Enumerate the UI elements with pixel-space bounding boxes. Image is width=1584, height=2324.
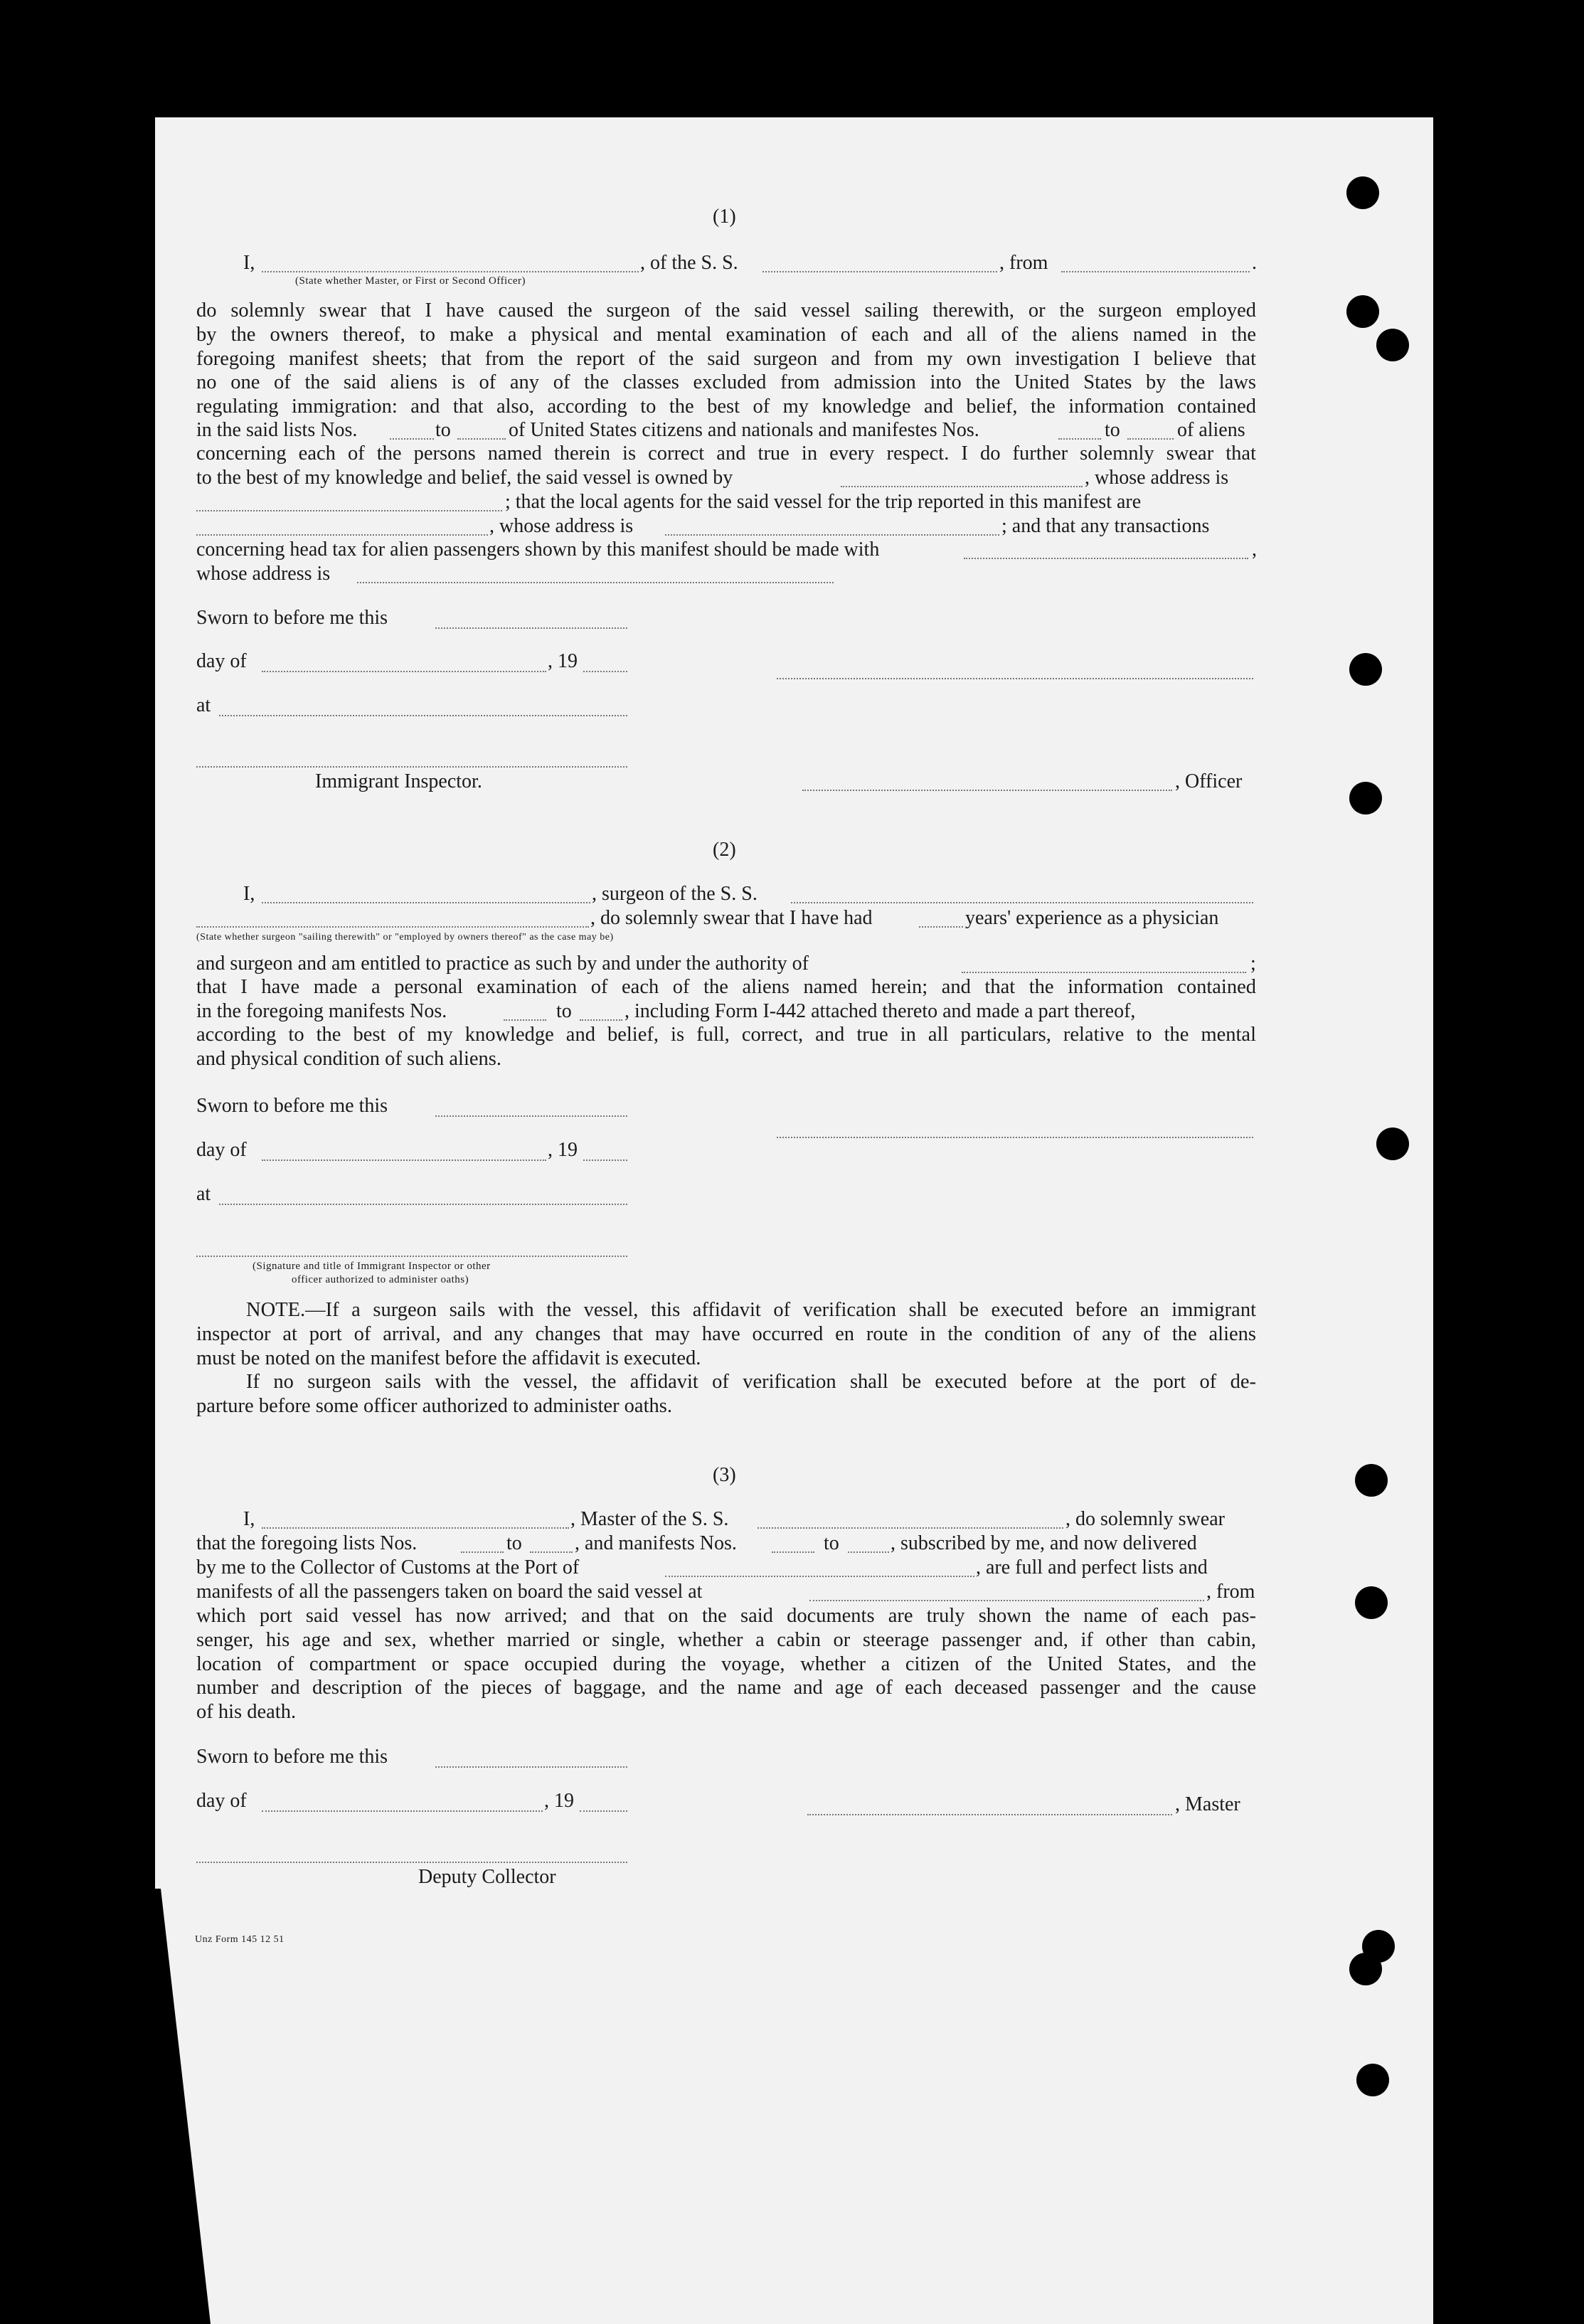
binder-hole	[1349, 653, 1382, 686]
s2-sworn-label: Sworn to before me this	[196, 1095, 388, 1117]
s1-agents-address-label: , whose address is	[489, 515, 634, 537]
s2-note-line: inspector at port of arrival, and any changes that may have occurred en route in the condition of any of the aliens	[196, 1322, 1256, 1345]
s2-experience-label: years' experience as a physician	[965, 907, 1219, 929]
s1-line: concerning each of the persons named therein is correct and true in every respect. I do further solemnly swear that	[196, 442, 1256, 465]
s2-manifests-label: in the foregoing manifests Nos.	[196, 1000, 447, 1022]
s2-year-label: , 19	[548, 1139, 578, 1161]
s1-lists-to-field[interactable]	[457, 438, 506, 440]
s1-i-label: I,	[243, 252, 255, 274]
s2-note-line: If no surgeon sails with the vessel, the affidavit of verification shall be executed before at the port of de-	[246, 1371, 1256, 1394]
s3-line: of his death.	[196, 1701, 297, 1724]
s3-lists-label: that the foregoing lists Nos.	[196, 1532, 418, 1554]
s1-aliens-label: of aliens	[1177, 419, 1245, 441]
s3-manifests-from-field[interactable]	[772, 1551, 814, 1553]
s2-form-label: , including Form I-442 attached thereto and made a part thereof,	[624, 1000, 1136, 1022]
s1-owner-address-label: , whose address is	[1085, 467, 1229, 489]
binder-hole	[1355, 1586, 1388, 1619]
s1-transactions-label: ; and that any transactions	[1001, 515, 1210, 537]
s1-inspector-label: Immigrant Inspector.	[315, 770, 482, 792]
s2-years-field[interactable]	[919, 926, 963, 928]
s1-line: do solemnly swear that I have caused the surgeon of the said vessel sailing therewith, or the surgeon employed	[196, 299, 1256, 322]
s3-swear-label: , do solemnly swear	[1065, 1508, 1225, 1530]
s2-i-label: I,	[243, 883, 255, 905]
s1-officer-caption: (State whether Master, or First or Second Officer)	[295, 275, 526, 287]
s1-from-label: , from	[999, 252, 1048, 274]
s2-day-of-label: day of	[196, 1139, 247, 1161]
s1-at-field[interactable]	[219, 715, 627, 716]
s3-deputy-signature-line[interactable]	[196, 1862, 627, 1863]
s2-surgeon-label: , surgeon of the S. S.	[592, 883, 758, 905]
s3-lists-from-field[interactable]	[461, 1551, 504, 1553]
s1-to-label: to	[435, 419, 451, 441]
s2-surgeon-caption: (State whether surgeon "sailing therewith" or "employed by owners thereof" as the case may be)	[196, 932, 614, 943]
s1-line: by the owners thereof, to make a physical and mental examination of each and all of the aliens named in the	[196, 323, 1256, 346]
s3-port-field[interactable]	[665, 1576, 974, 1577]
s1-officer-label: , Officer	[1175, 770, 1243, 792]
s1-sworn-date-field[interactable]	[435, 627, 627, 629]
s3-lists-full-label: , are full and perfect lists and	[976, 1556, 1208, 1578]
s2-month-field[interactable]	[262, 1160, 546, 1161]
binder-hole	[1376, 1127, 1409, 1160]
s1-of-ss-label: , of the S. S.	[640, 252, 738, 274]
s3-to-label: to	[506, 1532, 522, 1554]
s2-authority-field[interactable]	[962, 972, 1246, 973]
s3-manifests-label: , and manifests Nos.	[575, 1532, 737, 1554]
s1-oath-text	[196, 299, 1256, 419]
s1-whose-address-label: whose address is	[196, 563, 331, 585]
s2-manifests-to-field[interactable]	[580, 1019, 622, 1021]
form-number: Unz Form 145 12 51	[195, 1934, 285, 1945]
s2-surgeon-name-field[interactable]	[262, 902, 590, 903]
s2-line-2-wrap	[196, 975, 1256, 999]
s3-subscribed-label: , subscribed by me, and now delivered	[891, 1532, 1197, 1554]
s3-taken-label: manifests of all the passengers taken on board the said vessel at	[196, 1581, 703, 1603]
s1-officer-name-field[interactable]	[262, 271, 639, 272]
s2-manifests-from-field[interactable]	[504, 1019, 546, 1021]
s3-from-label: , from	[1206, 1581, 1255, 1603]
s2-inspector-signature-line[interactable]	[196, 1256, 627, 1257]
s1-year-label: , 19	[548, 650, 578, 672]
s1-sworn-label: Sworn to before me this	[196, 607, 388, 629]
s2-lines-wrap	[196, 1023, 1256, 1071]
s1-lists-from-field[interactable]	[390, 438, 434, 440]
binder-hole	[1355, 1464, 1388, 1497]
s1-line-7-wrap	[196, 442, 1256, 466]
section-3-number: (3)	[713, 1464, 736, 1486]
s2-authority-label: and surgeon and am entitled to practice as such by and under the authority of	[196, 953, 809, 975]
s2-authority-end: ;	[1250, 953, 1256, 975]
s1-from-end: .	[1252, 252, 1257, 274]
s3-year-field[interactable]	[580, 1810, 627, 1812]
s2-signature-line[interactable]	[777, 1137, 1253, 1138]
s2-note-line: NOTE.—If a surgeon sails with the vessel, this affidavit of verification shall be executed before an immigrant	[246, 1299, 1256, 1321]
s2-note	[196, 1298, 1256, 1418]
s3-manifests-to-field[interactable]	[848, 1551, 889, 1553]
binder-hole	[1349, 1953, 1382, 1985]
s1-signature-line[interactable]	[777, 678, 1253, 679]
s2-capacity-field[interactable]	[196, 926, 589, 928]
s1-vessel-field[interactable]	[762, 271, 997, 272]
s1-agents-field[interactable]	[196, 534, 488, 536]
section-1-number: (1)	[713, 206, 736, 228]
s1-officer-field[interactable]	[802, 790, 1172, 791]
s1-head-tax-label: concerning head tax for alien passengers shown by this manifest should be made with	[196, 538, 880, 561]
s1-line: foregoing manifest sheets; that from the report of the said surgeon and from my own investigation I believe that	[196, 347, 1256, 370]
s1-agents-label: ; that the local agents for the said vessel for the trip reported in this manifest are	[505, 491, 1142, 513]
s3-line: which port said vessel has now arrived; and that on the said documents are truly shown the name of each pas-	[196, 1605, 1256, 1627]
s3-year-label: , 19	[544, 1790, 574, 1812]
s1-citizens-label: of United States citizens and nationals and manifestes Nos.	[509, 419, 979, 441]
s3-line: location of compartment or space occupied during the voyage, whether a citizen of the United States, and the	[196, 1652, 1256, 1675]
s1-year-field[interactable]	[583, 671, 627, 672]
binder-hole	[1376, 329, 1409, 361]
binder-hole	[1349, 782, 1382, 815]
s2-sig-caption-1: (Signature and title of Immigrant Inspector or other	[253, 1261, 491, 1272]
s2-line: and physical condition of such aliens.	[196, 1047, 501, 1070]
s3-master-label: , Master	[1175, 1793, 1240, 1815]
s1-day-of-label: day of	[196, 650, 247, 672]
s1-month-field[interactable]	[262, 671, 546, 672]
s3-master-signature-field[interactable]	[807, 1814, 1172, 1815]
s1-at-label: at	[196, 694, 211, 716]
s3-master-of-label: , Master of the S. S.	[570, 1508, 729, 1530]
s3-port-label: by me to the Collector of Customs at the Port of	[196, 1556, 580, 1578]
s3-line: senger, his age and sex, whether married or single, whether a cabin or steerage passenger and, if other than cabin,	[196, 1628, 1256, 1651]
s3-oath-text	[196, 1604, 1256, 1724]
s1-to-label-2: to	[1105, 419, 1120, 441]
s3-line: number and description of the pieces of baggage, and the name and age of each deceased passenger and the cause	[196, 1677, 1256, 1699]
s3-vessel-field[interactable]	[758, 1527, 1063, 1529]
s1-head-tax-end: ,	[1252, 538, 1257, 561]
binder-hole	[1346, 176, 1379, 209]
s1-line: regulating immigration: and that also, according to the best of my knowledge and belief, the information contained	[196, 396, 1256, 418]
s1-lists-label: in the said lists Nos.	[196, 419, 358, 441]
s1-manifests-from-field[interactable]	[1058, 438, 1101, 440]
s2-line: according to the best of my knowledge and belief, is full, correct, and true in all particulars, relative to the mental	[196, 1024, 1256, 1046]
s3-master-name-field[interactable]	[262, 1527, 569, 1529]
s2-year-field[interactable]	[583, 1160, 627, 1161]
s2-note-line: parture before some officer authorized to administer oaths.	[196, 1395, 672, 1418]
s3-sworn-label: Sworn to before me this	[196, 1746, 388, 1768]
s3-day-of-label: day of	[196, 1790, 247, 1812]
s2-sig-caption-2: officer authorized to administer oaths)	[292, 1274, 469, 1285]
s2-at-field[interactable]	[219, 1204, 627, 1205]
s1-inspector-line[interactable]	[196, 766, 627, 768]
s1-owner-address-field[interactable]	[196, 510, 502, 511]
s2-sworn-date-field[interactable]	[435, 1115, 627, 1117]
s3-lists-to-field[interactable]	[530, 1551, 573, 1553]
s3-to-label-2: to	[824, 1532, 839, 1554]
s3-i-label: I,	[243, 1508, 255, 1530]
s3-departure-port-field[interactable]	[809, 1600, 1204, 1601]
s3-deputy-label: Deputy Collector	[418, 1866, 556, 1888]
s1-line: no one of the said aliens is of any of the classes excluded from admission into the United States by the laws	[196, 371, 1256, 394]
s2-note-line: must be noted on the manifest before the affidavit is executed.	[196, 1347, 701, 1369]
s3-month-field[interactable]	[262, 1810, 543, 1812]
s2-line: that I have made a personal examination of each of the aliens named herein; and that the information contained	[196, 976, 1256, 998]
s2-at-label: at	[196, 1183, 211, 1205]
s1-head-tax-address-field[interactable]	[357, 582, 834, 583]
s1-agents-address-field[interactable]	[665, 534, 999, 536]
s2-vessel-field[interactable]	[791, 902, 1253, 903]
s2-swear-label: , do solemnly swear that I have had	[590, 907, 873, 929]
s1-owner-field[interactable]	[841, 486, 1083, 487]
section-2-number: (2)	[713, 839, 736, 861]
s3-sworn-date-field[interactable]	[435, 1766, 627, 1768]
binder-hole	[1356, 2064, 1389, 2096]
s1-from-field[interactable]	[1061, 271, 1250, 272]
s1-owned-by-label: to the best of my knowledge and belief, the said vessel is owned by	[196, 467, 733, 489]
s2-to-label: to	[556, 1000, 572, 1022]
s1-manifests-to-field[interactable]	[1127, 438, 1174, 440]
s1-head-tax-field[interactable]	[964, 558, 1248, 559]
binder-hole	[1346, 295, 1379, 328]
